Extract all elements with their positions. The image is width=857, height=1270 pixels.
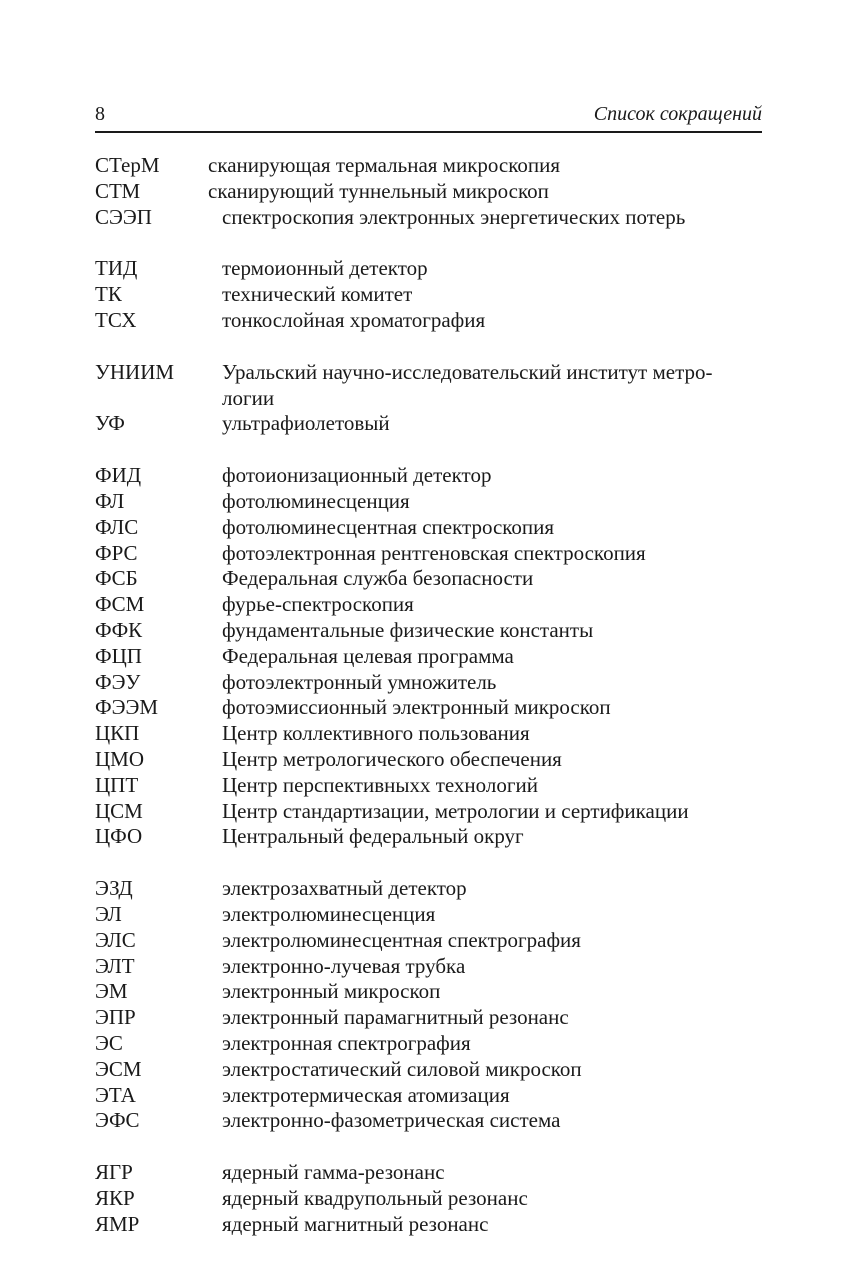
page-number: 8 [95,103,105,125]
abbreviation-term: ЯМР [95,1211,140,1236]
abbreviation-definition: спектроскопия электронных энергетических потерь [222,204,686,229]
abbreviation-definition: электролюминесценция [222,901,436,926]
abbreviation-term: ЭЗД [95,876,133,901]
abbreviation-term: СЭЭП [95,204,152,229]
abbreviation-term: ФЭЭМ [95,695,158,720]
abbreviation-definition: тонкослойная хроматография [222,307,486,332]
abbreviation-term: ФСМ [95,592,145,617]
abbreviation-definition: Центральный федеральный округ [222,824,524,849]
abbreviation-definition: Центр метрологического обеспечения [222,746,562,771]
abbreviation-definition: электронно-лучевая трубка [222,953,466,978]
abbreviation-definition: фотоионизационный детектор [222,463,492,488]
abbreviation-term: ФСБ [95,566,138,591]
running-title: Список сокращений [593,103,762,125]
abbreviation-definition: ядерный гамма-резонанс [222,1160,445,1185]
abbreviation-entry [95,489,762,515]
abbreviation-entry [95,644,762,670]
abbreviation-definition: электротермическая атомизация [222,1082,510,1107]
abbreviation-entry [95,902,762,928]
abbreviation-definition: электролюминесцентная спектрография [222,927,581,952]
abbreviation-definition: фурье-спектроскопия [222,592,414,617]
abbreviation-entry [95,205,762,231]
abbreviation-entry [95,721,762,747]
abbreviation-definition: ядерный квадрупольный резонанс [222,1185,528,1210]
abbreviation-definition: Центр перспективныхх технологий [222,772,538,797]
abbreviation-definition: электронный микроскоп [222,979,441,1004]
abbreviation-definition: фотоэмиссионный электронный микроскоп [222,695,611,720]
abbreviation-definition: фотолюминесценция [222,488,410,513]
abbreviation-group-s [95,153,762,230]
abbreviation-term: ФИД [95,463,142,488]
abbreviation-term: ТИД [95,256,138,281]
abbreviation-term: ЭЛТ [95,953,135,978]
abbreviation-term: ЭФС [95,1108,140,1133]
abbreviation-definition: электростатический силовой микроскоп [222,1056,582,1081]
abbreviation-term: ЦСМ [95,798,143,823]
abbreviation-entry [95,282,762,308]
abbreviation-term: ЦФО [95,824,143,849]
abbreviation-entry [95,695,762,721]
abbreviation-term: ЭСМ [95,1056,142,1081]
abbreviation-entry [95,463,762,489]
abbreviation-term: ЭПР [95,1005,136,1030]
abbreviation-entry [95,979,762,1005]
abbreviation-term: ЭЛ [95,901,122,926]
abbreviation-definition: фотолюминесцентная спектроскопия [222,514,555,539]
abbreviation-term: ЦПТ [95,772,139,797]
abbreviation-term: СТерМ [95,153,160,177]
abbreviation-definition: Уральский научно-исследовательский институт метро- логии [222,359,713,410]
abbreviation-group-e [95,876,762,1134]
abbreviation-entry [95,824,762,850]
abbreviation-definition: Федеральная целевая программа [222,643,514,668]
abbreviation-term: ЭМ [95,979,128,1004]
abbreviation-term: ФРС [95,540,138,565]
abbreviation-term: ЭС [95,1030,123,1055]
abbreviation-term: ЯГР [95,1160,133,1185]
abbreviation-term: ФЦП [95,643,142,668]
abbreviation-entry [95,1212,762,1238]
abbreviation-entry [95,747,762,773]
abbreviation-entry [95,541,762,567]
abbreviation-definition: Центр коллективного пользования [222,721,530,746]
abbreviation-definition: термоионный детектор [222,256,428,281]
abbreviation-entry [95,566,762,592]
abbreviation-entry [95,1083,762,1109]
abbreviation-entry [95,618,762,644]
abbreviation-definition: ультрафиолетовый [222,411,390,436]
abbreviation-entry [95,876,762,902]
abbreviation-entry [95,360,762,412]
abbreviation-entry [95,1186,762,1212]
abbreviation-term: ЦКП [95,721,140,746]
abbreviation-term: УФ [95,411,125,436]
abbreviation-group-u [95,360,762,437]
abbreviation-term: ЯКР [95,1185,135,1210]
abbreviation-definition: Федеральная служба безопасности [222,566,534,591]
abbreviation-group-f [95,463,762,850]
abbreviation-entry [95,1057,762,1083]
abbreviation-term: УНИИМ [95,359,175,384]
abbreviation-definition: фотоэлектронный умножитель [222,669,497,694]
abbreviation-definition: Центр стандартизации, метрологии и сертификации [222,798,689,823]
abbreviation-entry [95,256,762,282]
abbreviation-term: ФЛС [95,514,139,539]
abbreviation-definition: фотоэлектронная рентгеновская спектроскопия [222,540,646,565]
abbreviation-term: ФЭУ [95,669,141,694]
abbreviation-entry [95,773,762,799]
abbreviation-definition: сканирующая термальная микроскопия [208,153,561,177]
abbreviation-entry [95,411,762,437]
abbreviation-term: ТК [95,282,122,307]
abbreviation-list [95,153,762,1263]
abbreviation-entry [95,928,762,954]
abbreviation-definition: ядерный магнитный резонанс [222,1211,489,1236]
abbreviation-entry [95,592,762,618]
abbreviation-entry [95,153,762,179]
abbreviation-definition: технический комитет [222,282,413,307]
abbreviation-entry [95,799,762,825]
abbreviation-definition: электронный парамагнитный резонанс [222,1005,569,1030]
abbreviation-term: ФФК [95,617,143,642]
abbreviation-definition: электрозахватный детектор [222,876,467,901]
abbreviation-entry [95,670,762,696]
abbreviation-entry [95,954,762,980]
abbreviation-term: ТСХ [95,307,137,332]
abbreviation-entry [95,515,762,541]
abbreviation-definition: сканирующий туннельный микроскоп [208,178,549,203]
abbreviation-definition: электронно-фазометрическая система [222,1108,561,1133]
abbreviation-entry [95,1031,762,1057]
abbreviation-entry [95,1160,762,1186]
abbreviation-group-ya [95,1160,762,1237]
abbreviation-entry [95,1108,762,1134]
abbreviation-entry [95,1005,762,1031]
abbreviation-term: ЭЛС [95,927,136,952]
abbreviation-definition: фундаментальные физические константы [222,617,594,642]
abbreviation-term: ЦМО [95,746,145,771]
abbreviation-entry [95,179,762,205]
abbreviation-term: ФЛ [95,488,125,513]
abbreviation-entry [95,308,762,334]
abbreviation-term: ЭТА [95,1082,136,1107]
abbreviation-group-t [95,256,762,333]
abbreviation-term: СТМ [95,178,141,203]
abbreviation-definition: электронная спектрография [222,1030,471,1055]
running-header [95,100,762,133]
